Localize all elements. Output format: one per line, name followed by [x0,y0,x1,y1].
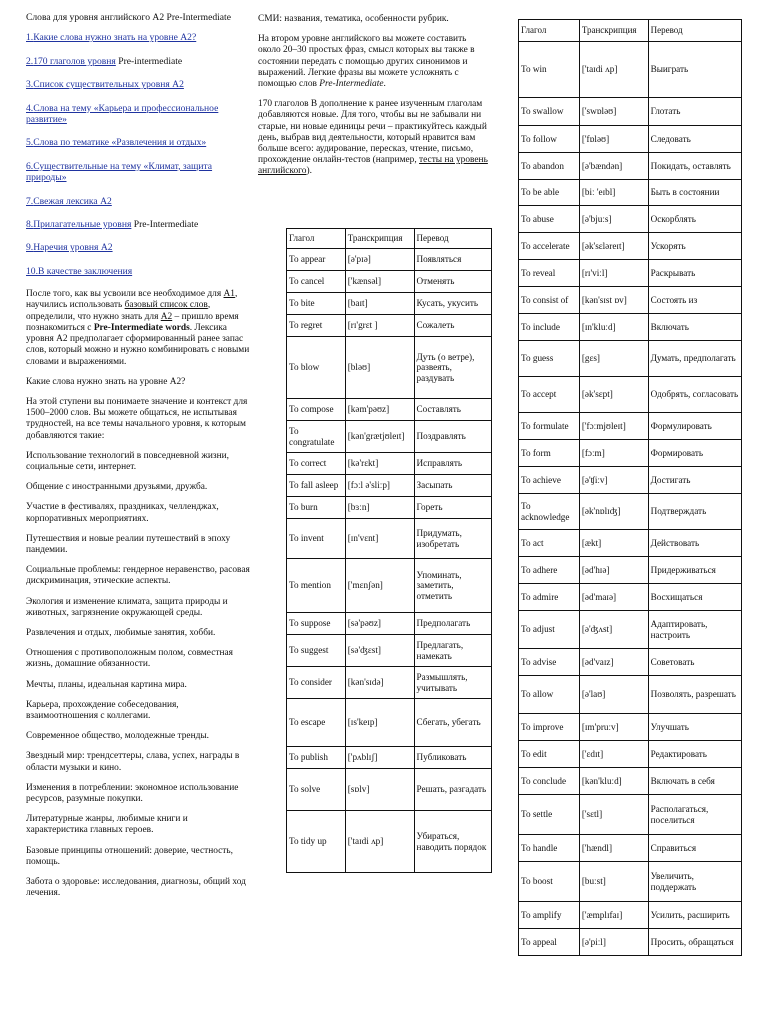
table-row [519,584,742,611]
verb-cell: To adjust [519,611,580,649]
verb-cell: To achieve [519,467,580,494]
table-row [287,315,492,337]
toc-item[interactable]: 9.Наречия уровня А2 [26,242,113,254]
table-row [287,421,492,453]
transcription-cell: [ə'ʧiːv] [579,467,648,494]
link-a1[interactable]: А1 [223,289,235,300]
transcription-cell: [bɜːn] [345,497,414,519]
transcription-cell: [əd'hɪə] [579,557,648,584]
translation-cell: Подтверждать [648,494,741,530]
topics-list [26,451,250,900]
topic-item: Современное общество, молодежные тренды. [26,731,210,742]
verb-cell: To adhere [519,557,580,584]
table-row [519,233,742,260]
transcription-cell: ['fɔːmjʊleɪt] [579,413,648,440]
translation-cell: Одобрять, согласовать [648,377,741,413]
translation-cell: Дуть (о ветре), развеять, раздувать [414,337,491,399]
topic-item: Общение с иностранными друзьями, дружба. [26,482,208,493]
transcription-cell: [biː 'eɪbl] [579,180,648,206]
table-row [287,519,492,559]
topic-item: Звездный мир: трендсеттеры, слава, успех, награды в области музыки и кино. [26,751,240,773]
page-title: Слова для уровня английского А2 Pre-Intermediate [26,12,231,23]
verb-cell: To allow [519,676,580,714]
table-row [287,399,492,421]
table-row [519,314,742,341]
translation-cell: Поздравлять [414,421,491,453]
table-row [519,929,742,956]
translation-cell: Упоминать, заметить, отметить [414,559,491,613]
transcription-cell: [ə'pɪə] [345,249,414,271]
link-tests[interactable]: тесты на уровень английского [258,155,488,177]
table-row [287,559,492,613]
transcription-cell: ['pʌblɪʃ] [345,747,414,769]
topic-item: Путешествия и новые реалии путешествий в эпоху пандемии. [26,533,231,555]
transcription-cell: [fɔːl ə'sliːp] [345,475,414,497]
transcription-cell: [kən'grætjʊleɪt] [345,421,414,453]
transcription-cell: [sɒlv] [345,769,414,811]
transcription-cell: [əd'maɪə] [579,584,648,611]
translation-cell: Появляться [414,249,491,271]
translation-cell: Восхищаться [648,584,741,611]
table-row [519,835,742,862]
translation-cell: Состоять из [648,287,741,314]
translation-cell: Сожалеть [414,315,491,337]
translation-cell: Достигать [648,467,741,494]
middle-column [258,14,490,187]
translation-cell: Предполагать [414,613,491,635]
table-row [287,249,492,271]
verb-cell: To include [519,314,580,341]
table-row [287,635,492,667]
verb-cell: To win [519,42,580,98]
translation-cell: Убираться, наводить порядок [414,811,491,873]
table-row [287,475,492,497]
translation-cell: Справиться [648,835,741,862]
topic-item: Изменения в потреблении: экономное использование ресурсов, разумные покупки. [26,782,239,804]
table-row [287,337,492,399]
topic-item: Литературные жанры, любимые книги и характеристика главных героев. [26,814,188,836]
topic-item: Экология и изменение климата, защита природы и животных, загрязнение окружающей среды. [26,596,228,618]
transcription-cell: ['æmplɪfaɪ] [579,902,648,929]
verb-cell: To congratulate [287,421,346,453]
transcription-cell: [ɪs'keɪp] [345,699,414,747]
table-row [287,613,492,635]
table-row [287,811,492,873]
translation-cell: Улучшать [648,714,741,741]
verb-cell: To compose [287,399,346,421]
verb-cell: To guess [519,341,580,377]
translation-cell: Сбегать, убегать [414,699,491,747]
verb-cell: To admire [519,584,580,611]
transcription-cell: [kə'rɛkt] [345,453,414,475]
translation-cell: Быть в состоянии [648,180,741,206]
transcription-cell: ['fɒləʊ] [579,126,648,153]
translation-cell: Раскрывать [648,260,741,287]
transcription-cell: ['mɛnʃən] [345,559,414,613]
verb-cell: To follow [519,126,580,153]
verb-cell: To accelerate [519,233,580,260]
verb-cell: To improve [519,714,580,741]
verb-cell: To solve [287,769,346,811]
translation-cell: Формировать [648,440,741,467]
topic-item: Мечты, планы, идеальная картина мира. [26,679,187,690]
transcription-cell: [ɪn'kluːd] [579,314,648,341]
verb-cell: To conclude [519,768,580,795]
verb-cell: To accept [519,377,580,413]
table-row [287,497,492,519]
transcription-cell: ['ɛdɪt] [579,741,648,768]
transcription-cell: ['sɛtl] [579,795,648,835]
table-row [287,769,492,811]
table-row [519,768,742,795]
verb-cell: To be able [519,180,580,206]
left-column [26,12,250,908]
table-row [519,862,742,902]
transcription-cell: [kəm'pəʊz] [345,399,414,421]
transcription-cell: [fɔːm] [579,440,648,467]
table-header-row [287,229,492,249]
translation-cell: Составлять [414,399,491,421]
verb-cell: To edit [519,741,580,768]
verb-cell: To consider [287,667,346,699]
transcription-cell: ['hændl] [579,835,648,862]
table-row [519,440,742,467]
verb-cell: To abuse [519,206,580,233]
table-row [519,341,742,377]
table-row [519,530,742,557]
transcription-cell: ['swɒləʊ] [579,98,648,126]
verb-cell: To publish [287,747,346,769]
table-row [287,699,492,747]
column-header: Глагол [287,229,346,249]
link-a2[interactable]: А2 [160,311,173,322]
translation-cell: Включать в себя [648,768,741,795]
verbs-table-1 [286,228,492,873]
column-header: Глагол [519,20,580,42]
toc-item[interactable]: 2.170 глаголов уровня Pre-intermediate [26,55,183,67]
toc-item[interactable]: 1.Какие слова нужно знать на уровне А2? [26,32,197,44]
section-heading: Какие слова нужно знать на уровне А2? [26,376,186,387]
transcription-cell: [buːst] [579,862,648,902]
translation-cell: Оскорблять [648,206,741,233]
transcription-cell: [əd'vaɪz] [579,649,648,676]
translation-cell: Советовать [648,649,741,676]
toc-item[interactable]: 3.Список существительных уровня А2 [26,79,184,91]
transcription-cell: [kən'sɪst ɒv] [579,287,648,314]
table-row [519,377,742,413]
table-row [519,611,742,649]
translation-cell: Предлагать, намекать [414,635,491,667]
topic-item: Использование технологий в повседневной жизни, социальные сети, интернет. [26,450,229,472]
table-row [519,98,742,126]
verb-cell: To bite [287,293,346,315]
translation-cell: Действовать [648,530,741,557]
verb-cell: To correct [287,453,346,475]
column-header: Перевод [648,20,741,42]
table-row [287,667,492,699]
transcription-cell: [sə'ʤɛst] [345,635,414,667]
table-row [519,413,742,440]
topic-item: Базовые принципы отношений: доверие, честность, помощь. [26,845,234,867]
verb-cell: To escape [287,699,346,747]
topic-item: Забота о здоровье: исследования, диагнозы, общий ход лечения. [26,877,246,899]
table-row [519,153,742,180]
verb-cell: To amplify [519,902,580,929]
transcription-cell: [sə'pəʊz] [345,613,414,635]
transcription-cell: [ə'bændən] [579,153,648,180]
table-row [519,494,742,530]
verb-cell: To suppose [287,613,346,635]
table-row [287,453,492,475]
table-row [287,293,492,315]
column-header: Перевод [414,229,491,249]
table-row [519,467,742,494]
verb-cell: To mention [287,559,346,613]
translation-cell: Покидать, оставлять [648,153,741,180]
link-basic-words[interactable]: базовый список слов [124,300,208,311]
translation-cell: Позволять, разрешать [648,676,741,714]
verb-cell: To abandon [519,153,580,180]
table-row [519,557,742,584]
transcription-cell: [gɛs] [579,341,648,377]
transcription-cell: [bləʊ] [345,337,414,399]
transcription-cell: ['taɪdi ʌp] [579,42,648,98]
verb-cell: To settle [519,795,580,835]
table-row [519,287,742,314]
verbs-table-2 [518,19,742,956]
translation-cell: Адаптировать, настроить [648,611,741,649]
translation-cell: Думать, предполагать [648,341,741,377]
translation-cell: Ускорять [648,233,741,260]
table-of-contents [26,32,250,277]
verb-cell: To boost [519,862,580,902]
toc-item[interactable]: 6.Существительные на тему «Климат, защита природы» [26,160,213,184]
verb-cell: To form [519,440,580,467]
toc-item[interactable]: 5.Слова по тематике «Развлечения и отдых» [26,137,207,149]
verb-cell: To suggest [287,635,346,667]
translation-cell: Формулировать [648,413,741,440]
verb-cell: To formulate [519,413,580,440]
table-row [519,180,742,206]
transcription-cell: [ə'ʤʌst] [579,611,648,649]
verb-cell: To consist of [519,287,580,314]
verb-cell: To appeal [519,929,580,956]
table-row [519,902,742,929]
translation-cell: Отменять [414,271,491,293]
translation-cell: Редактировать [648,741,741,768]
paragraph-media: СМИ: названия, тематика, особенности рубрик. [258,14,449,24]
table-row [519,741,742,768]
translation-cell: Усилить, расширить [648,902,741,929]
transcription-cell: [ɪm'pruːv] [579,714,648,741]
transcription-cell: ['kænsəl] [345,271,414,293]
table-row [287,747,492,769]
column-header: Транскрипция [345,229,414,249]
intro-paragraph: После того, как вы усвоили все необходимое для А1, научились использовать базовый список слов, определили, что нужно знать для А2 – пришло время познакомиться с Pre-Intermediate words. Лексика уровня А2 предполагает сформированный ранее запас слов, который можно и нужно комбинировать с новыми словами и выражениями. [26,289,250,367]
transcription-cell: [ækt] [579,530,648,557]
translation-cell: Исправлять [414,453,491,475]
translation-cell: Располагаться, поселиться [648,795,741,835]
translation-cell: Решать, разгадать [414,769,491,811]
verb-cell: To handle [519,835,580,862]
transcription-cell: [rɪ'viːl] [579,260,648,287]
table-row [287,271,492,293]
verb-cell: To fall asleep [287,475,346,497]
toc-item[interactable]: 10.В качестве заключения [26,265,133,277]
verb-cell: To regret [287,315,346,337]
toc-item[interactable]: 7.Свежая лексика А2 [26,195,112,207]
verb-cell: To swallow [519,98,580,126]
topic-item: Развлечения и отдых, любимые занятия, хобби. [26,627,216,638]
translation-cell: Кусать, укусить [414,293,491,315]
toc-item[interactable]: 8.Прилагательные уровня Pre-Intermediate [26,219,199,231]
topic-item: Отношения с противоположным полом, совместная жизнь, домашние обязанности. [26,648,233,670]
verb-cell: To appear [287,249,346,271]
translation-cell: Публиковать [414,747,491,769]
verb-cell: To invent [287,519,346,559]
toc-item[interactable]: 4.Слова на тему «Карьера и профессиональное развитие» [26,102,219,126]
verb-cell: To burn [287,497,346,519]
table-row [519,126,742,153]
transcription-cell: [ək'sɛpt] [579,377,648,413]
paragraph: На этой ступени вы понимаете значение и контекст для 1500–2000 слов. Вы можете общаться, не испытывая трудностей, на все темы начального уровня, к которым добавляются такие: [26,396,248,441]
verb-cell: To act [519,530,580,557]
transcription-cell: [kən'kluːd] [579,768,648,795]
transcription-cell: [ə'piːl] [579,929,648,956]
table-row [519,42,742,98]
transcription-cell: [ə'bjuːs] [579,206,648,233]
topic-item: Социальные проблемы: гендерное неравенство, расовая дискриминация, этические аспекты. [26,565,250,587]
table-header-row [519,20,742,42]
table-row [519,795,742,835]
transcription-cell: [kən'sɪdə] [345,667,414,699]
translation-cell: Увеличить, поддержать [648,862,741,902]
verb-cell: To acknowledge [519,494,580,530]
translation-cell: Гореть [414,497,491,519]
column-header: Транскрипция [579,20,648,42]
translation-cell: Глотать [648,98,741,126]
topic-item: Карьера, прохождение собеседования, взаимоотношения с коллегами. [26,699,179,721]
verb-cell: To reveal [519,260,580,287]
table-row [519,206,742,233]
transcription-cell: ['taɪdi ʌp] [345,811,414,873]
verb-cell: To advise [519,649,580,676]
translation-cell: Засыпать [414,475,491,497]
transcription-cell: [rɪ'grɛt ] [345,315,414,337]
table-row [519,676,742,714]
topic-item: Участие в фестивалях, праздниках, челленджах, корпоративных мероприятиях. [26,502,219,524]
verb-cell: To blow [287,337,346,399]
transcription-cell: [ɪn'vɛnt] [345,519,414,559]
transcription-cell: [ə'laʊ] [579,676,648,714]
translation-cell: Выиграть [648,42,741,98]
verb-cell: To tidy up [287,811,346,873]
translation-cell: Размышлять, учитывать [414,667,491,699]
translation-cell: Придумать, изобретать [414,519,491,559]
translation-cell: Включать [648,314,741,341]
table-row [519,260,742,287]
paragraph-phrases: На втором уровне английского вы можете составить около 20–30 простых фраз, смысл которых вы также в состоянии передать с помощью других синонимов и выражений. Легкие фразы вы можете усложнять с помощью слов Pre-Intermediate. [258,34,475,90]
translation-cell: Просить, обращаться [648,929,741,956]
table-row [519,649,742,676]
translation-cell: Придерживаться [648,557,741,584]
transcription-cell: [ək'nɒlɪʤ] [579,494,648,530]
transcription-cell: [ək'sɛləreɪt] [579,233,648,260]
transcription-cell: [baɪt] [345,293,414,315]
translation-cell: Следовать [648,126,741,153]
paragraph-verbs: 170 глаголов В дополнение к ранее изученным глаголам добавляются новые. Для того, чтобы вы не забывали ни старые, ни новые единицы речи – практикуйтесь каждый день, выбрав вид деятельности, который нравится вам больше всего: аудирование, пересказ, чтение, письмо, прохождение онлайн-тестов (например, тесты на уровень английского). [258,99,488,177]
verb-cell: To cancel [287,271,346,293]
table-row [519,714,742,741]
